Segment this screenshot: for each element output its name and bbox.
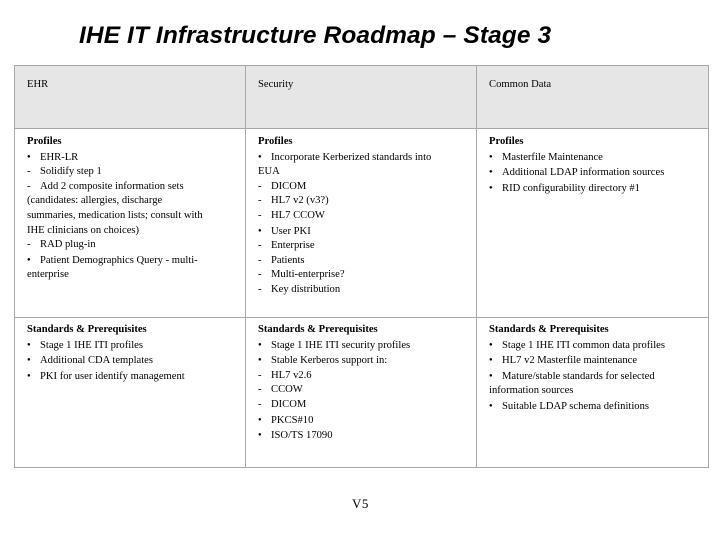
bullet-item: ● Patient Demographics Query - multi- [27, 253, 238, 269]
header-security: Security [246, 66, 477, 129]
standards-row [15, 318, 709, 468]
text-line: IHE clinicians on choices) [27, 224, 140, 236]
cell-title: Profiles [27, 136, 62, 147]
bullet-item: ● Mature/stable standards for selected [489, 369, 701, 385]
text-line: information sources [489, 385, 574, 397]
profiles-row [15, 129, 709, 318]
bullet-item: ● Stage 1 IHE ITI common data profiles [489, 338, 701, 354]
profiles-cell [246, 129, 477, 318]
dash-item: - Multi-enterprise? [258, 268, 469, 283]
standards-cell [246, 318, 477, 468]
bullet-item: ● Suitable LDAP schema definitions [489, 399, 701, 415]
dash-item: - HL7 CCOW [258, 209, 469, 224]
text-line: (candidates: allergies, discharge [27, 195, 163, 207]
dash-item: - Solidify step 1 [27, 165, 238, 180]
bullet-item: ● Stable Kerberos support in: [258, 353, 469, 369]
bullet-item: ● RID configurability directory #1 [489, 181, 701, 197]
bullet-item: ● Additional CDA templates [27, 353, 238, 369]
text-line: enterprise [27, 269, 69, 281]
cell-title: Profiles [258, 136, 293, 147]
dash-item: - CCOW [258, 383, 469, 398]
cell-title: Standards & Prerequisites [27, 324, 147, 335]
header-ehr: EHR [15, 66, 246, 129]
dash-item: - DICOM [258, 398, 469, 413]
profiles-cell [15, 129, 246, 318]
cell-title: Standards & Prerequisites [258, 324, 378, 335]
bullet-item: ● Stage 1 IHE ITI security profiles [258, 338, 469, 354]
dash-item: - DICOM [258, 180, 469, 195]
bullet-item: ● PKCS#10 [258, 413, 469, 429]
header-common-data: Common Data [477, 66, 709, 129]
cell-title: Profiles [489, 136, 524, 147]
bullet-item: ● Masterfile Maintenance [489, 150, 701, 166]
bullet-item: ● Additional LDAP information sources [489, 165, 701, 181]
dash-item: - Patients [258, 254, 469, 269]
profiles-cell [477, 129, 709, 318]
text-line: EUA [258, 166, 280, 178]
slide-title: IHE IT Infrastructure Roadmap – Stage 3 [79, 22, 552, 49]
dash-item: - Key distribution [258, 283, 469, 298]
dash-item: - HL7 v2 (v3?) [258, 194, 469, 209]
header-row [15, 66, 709, 129]
bullet-item: ● User PKI [258, 224, 469, 240]
cell-title: Standards & Prerequisites [489, 324, 609, 335]
dash-item: - Add 2 composite information sets [27, 180, 238, 195]
bullet-item: ● Stage 1 IHE ITI profiles [27, 338, 238, 354]
text-line: summaries, medication lists; consult with [27, 209, 203, 221]
bullet-item: ● HL7 v2 Masterfile maintenance [489, 353, 701, 369]
bullet-item: ● EHR-LR [27, 150, 238, 166]
standards-cell [15, 318, 246, 468]
bullet-item: ● PKI for user identify management [27, 369, 238, 385]
dash-item: - HL7 v2.6 [258, 369, 469, 384]
standards-cell [477, 318, 709, 468]
roadmap-table [14, 65, 709, 468]
version-label: V5 [352, 496, 369, 511]
dash-item: - RAD plug-in [27, 238, 238, 253]
bullet-item: ● ISO/TS 17090 [258, 428, 469, 444]
bullet-item: ● Incorporate Kerberized standards into [258, 150, 469, 166]
dash-item: - Enterprise [258, 239, 469, 254]
